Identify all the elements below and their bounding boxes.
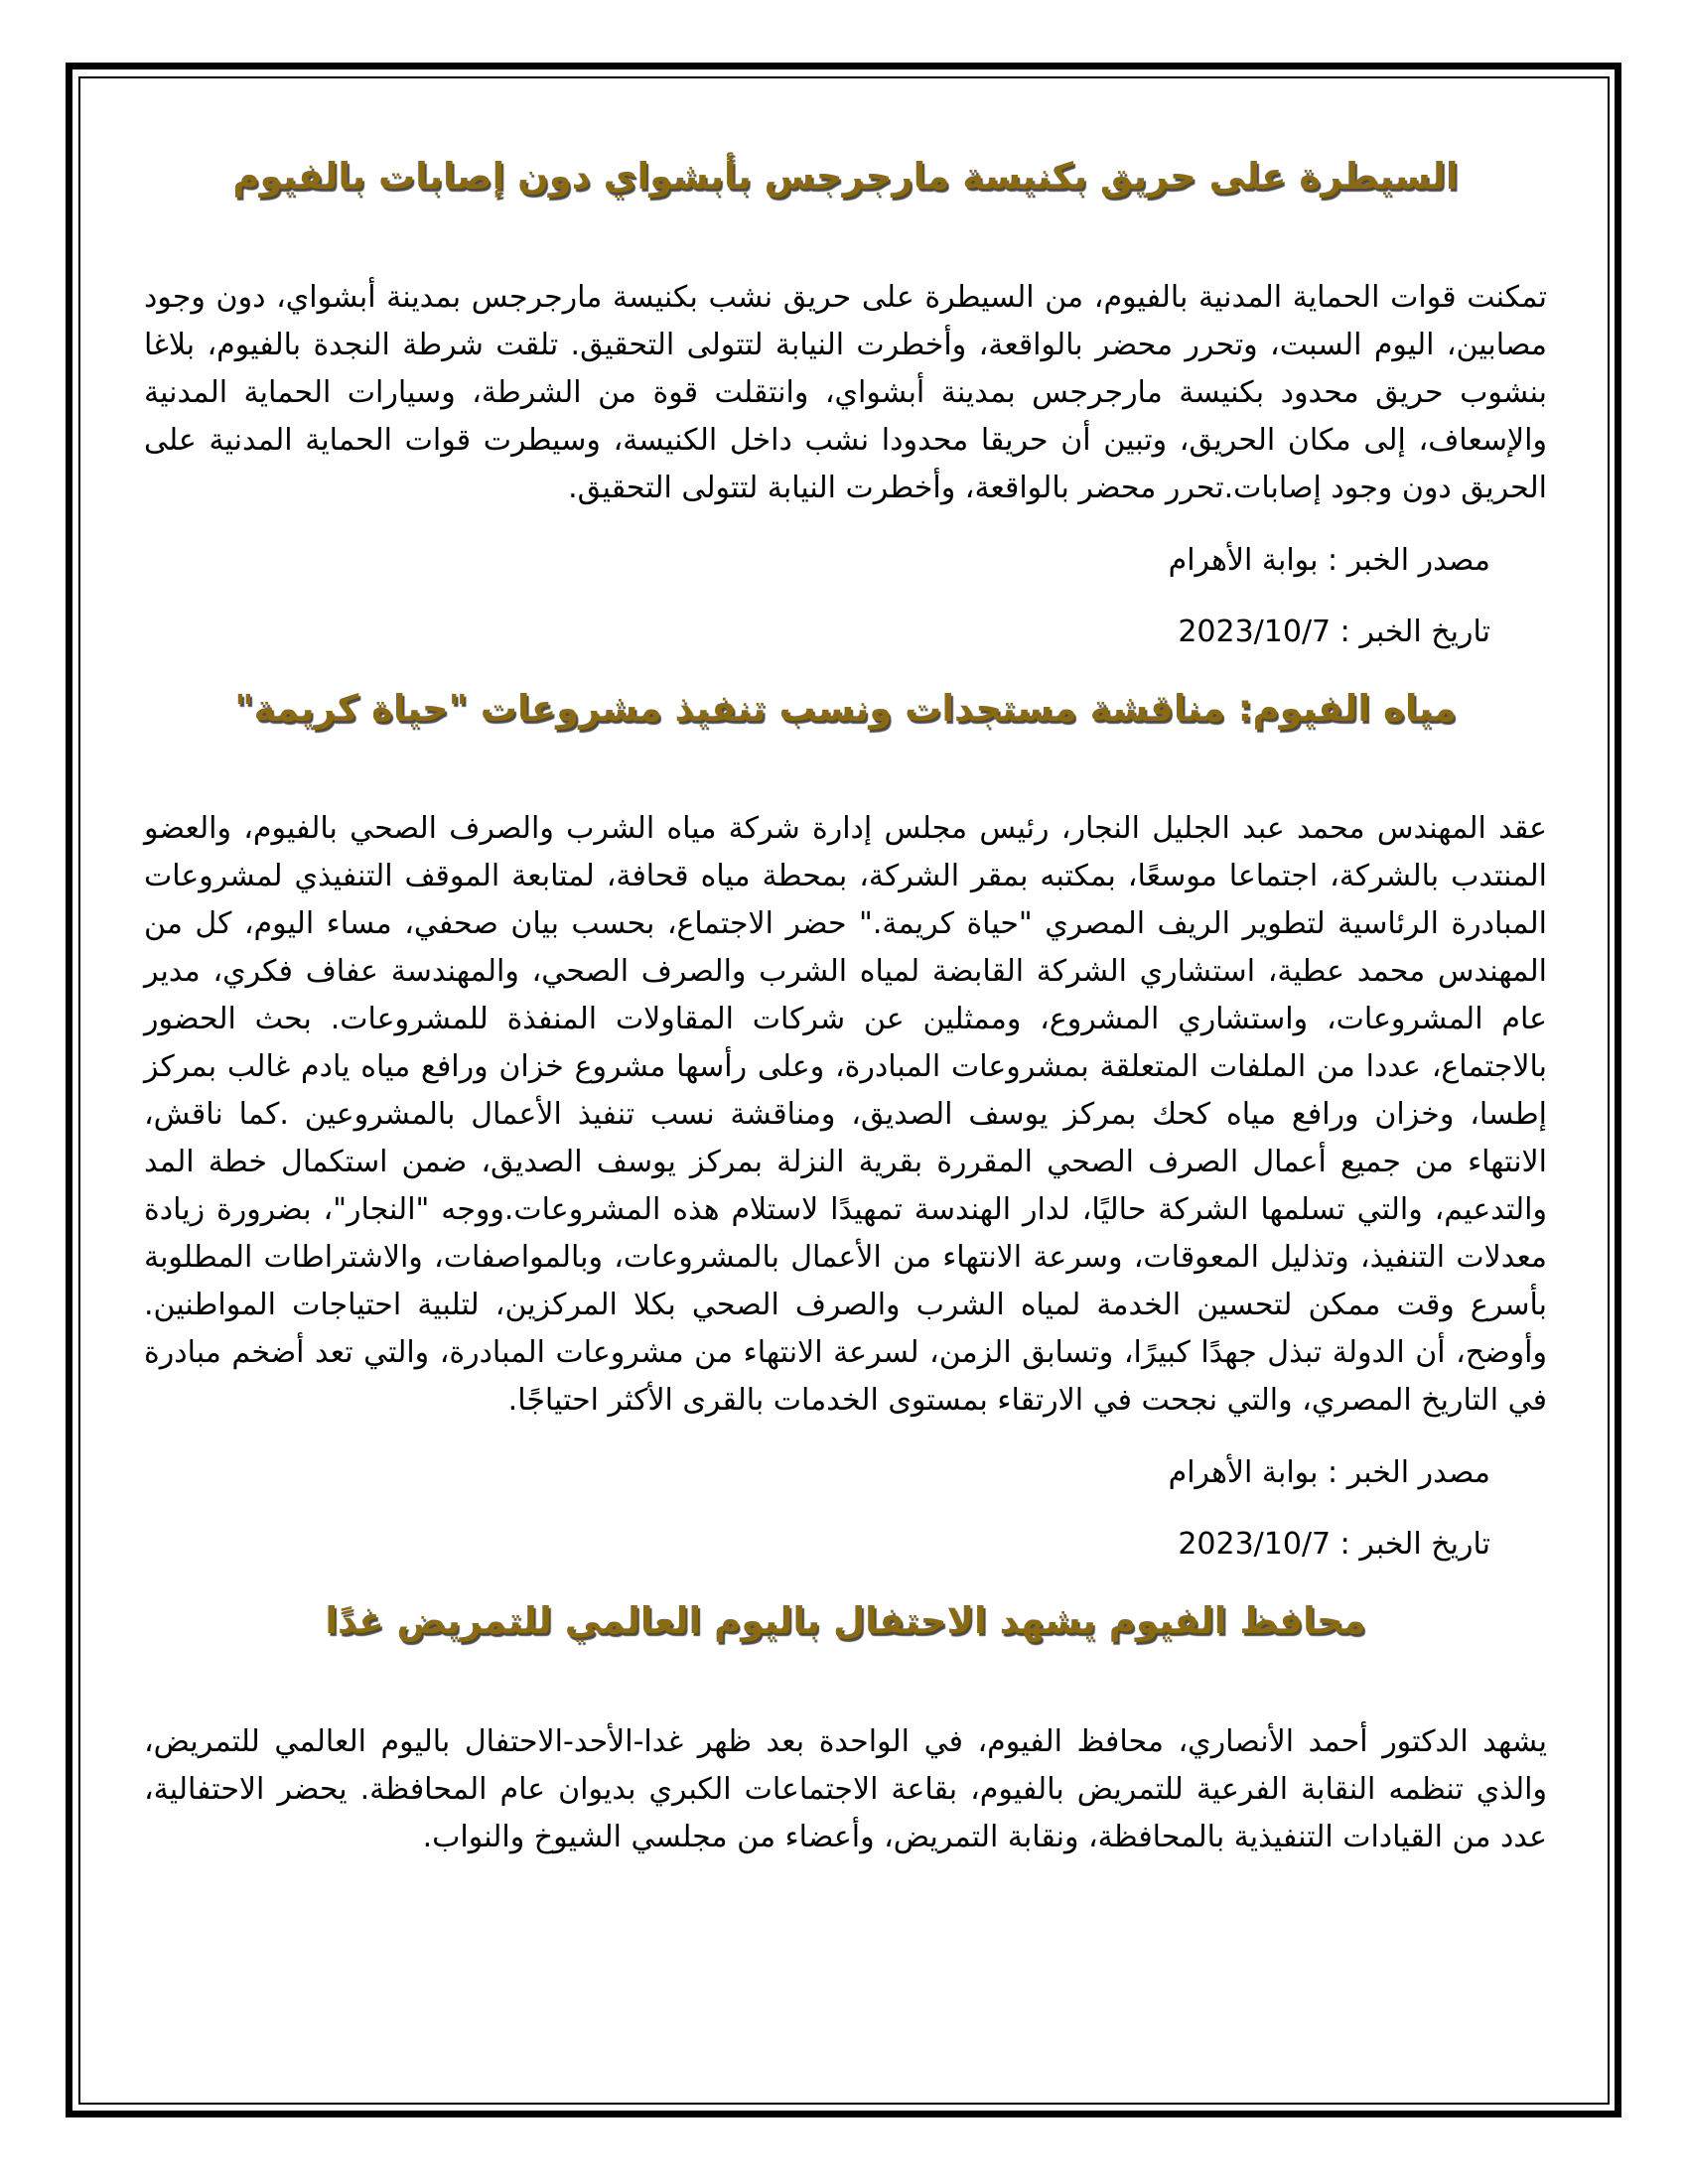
source-label: مصدر الخبر : [1318, 1455, 1490, 1490]
date-value: 2023/10/7 [1178, 1527, 1332, 1562]
article-nursing-day [144, 1593, 1547, 1861]
date-label: تاريخ الخبر : [1331, 614, 1490, 649]
page-content [144, 137, 1547, 1887]
source-line [144, 1450, 1490, 1496]
article-fire-church [144, 149, 1547, 655]
article-headline: السيطرة على حريق بكنيسة مارجرجس بأبشواي دون إصابات بالفيوم [232, 155, 1459, 198]
article-body: تمكنت قوات الحماية المدنية بالفيوم، من السيطرة على حريق نشب بكنيسة مارجرجس بمدينة أبشواي، دون وجود مصابين، اليوم السبت، وتحرر محضر بالواقعة، وأخطرت النيابة لتتولى التحقيق. تلقت شرطة النجدة بالفيوم، بلاغا بنشوب حريق محدود بكنيسة مارجرجس بمدينة أبشواي، وانتقلت قوة من الشرطة، وسيارات الحماية المدنية والإسعاف، إلى مكان الحريق، وتبين أن حريقا محدودا نشب داخل الكنيسة، وسيطرت قوات الحماية المدنية على الحريق دون وجود إصابات.تحرر محضر بالواقعة، وأخطرت النيابة لتتولى التحقيق. [144, 279, 1547, 505]
article-headline: محافظ الفيوم يشهد الاحتفال باليوم العالمي للتمريض غدًا [325, 1599, 1366, 1642]
source-value: بوابة الأهرام [1168, 1455, 1319, 1490]
date-label: تاريخ الخبر : [1331, 1527, 1490, 1562]
article-water-company [144, 681, 1547, 1569]
source-line [144, 538, 1490, 584]
article-body: عقد المهندس محمد عبد الجليل النجار، رئيس مجلس إدارة شركة مياه الشرب والصرف الصحي بالفيوم، والعضو المنتدب بالشركة، اجتماعا موسعًا، بمكتبه بمقر الشركة، بمحطة مياه قحافة، لمتابعة الموقف التنفيذي لمشروعات المبادرة الرئاسية لتطوير الريف المصري "حياة كريمة." حضر الاجتماع، بحسب بيان صحفي، مساء اليوم، كل من المهندس محمد عطية، استشاري الشركة القابضة لمياه الشرب والصرف الصحي، والمهندسة عفاف فكري، مدير عام المشروعات، واستشاري المشروع، وممثلين عن شركات المقاولات المنفذة للمشروعات. بحث الحضور بالاجتماع، عددا من الملفات المتعلقة بمشروعات المبادرة، وعلى رأسها مشروع خزان ورافع مياه يادم غالب بمركز إطسا، وخزان ورافع مياه كحك بمركز يوسف الصديق، ومناقشة نسب تنفيذ الأعمال بالمشروعين .كما ناقش، الانتهاء من جميع أعمال الصرف الصحي المقررة بقرية النزلة بمركز يوسف الصديق، ضمن استكمال خطة المد والتدعيم، والتي تسلمها الشركة حاليًا، لدار الهندسة تمهيدًا لاستلام هذه المشروعات.ووجه "النجار"، بضرورة زيادة معدلات التنفيذ، وتذليل المعوقات، وسرعة الانتهاء من الأعمال بالمشروعات، وبالمواصفات، والاشتراطات المطلوبة بأسرع وقت ممكن لتحسين الخدمة لمياه الشرب والصرف الصحي بكلا المركزين، لتلبية احتياجات المواطنين. وأوضح، أن الدولة تبذل جهدًا كبيرًا، وتسابق الزمن، لسرعة الانتهاء من مشروعات المبادرة، والتي تعد أضخم مبادرة في التاريخ المصري، والتي نجحت في الارتقاء بمستوى الخدمات بالقرى الأكثر احتياجًا. [144, 811, 1547, 1418]
article-headline: مياه الفيوم: مناقشة مستجدات ونسب تنفيذ مشروعات "حياة كريمة" [234, 686, 1457, 730]
source-value: بوابة الأهرام [1168, 542, 1319, 578]
article-body: يشهد الدكتور أحمد الأنصاري، محافظ الفيوم، في الواحدة بعد ظهر غدا-الأحد-الاحتفال باليوم العالمي للتمريض، والذي تنظمه النقابة الفرعية للتمريض بالفيوم، بقاعة الاجتماعات الكبري بديوان عام المحافظة. يحضر الاحتفالية، عدد من القيادات التنفيذية بالمحافظة، ونقابة التمريض، وأعضاء من مجلسي الشيوخ والنواب. [144, 1723, 1547, 1854]
date-line [144, 1522, 1490, 1568]
date-value: 2023/10/7 [1178, 614, 1332, 649]
date-line [144, 610, 1490, 655]
source-label: مصدر الخبر : [1318, 542, 1490, 578]
